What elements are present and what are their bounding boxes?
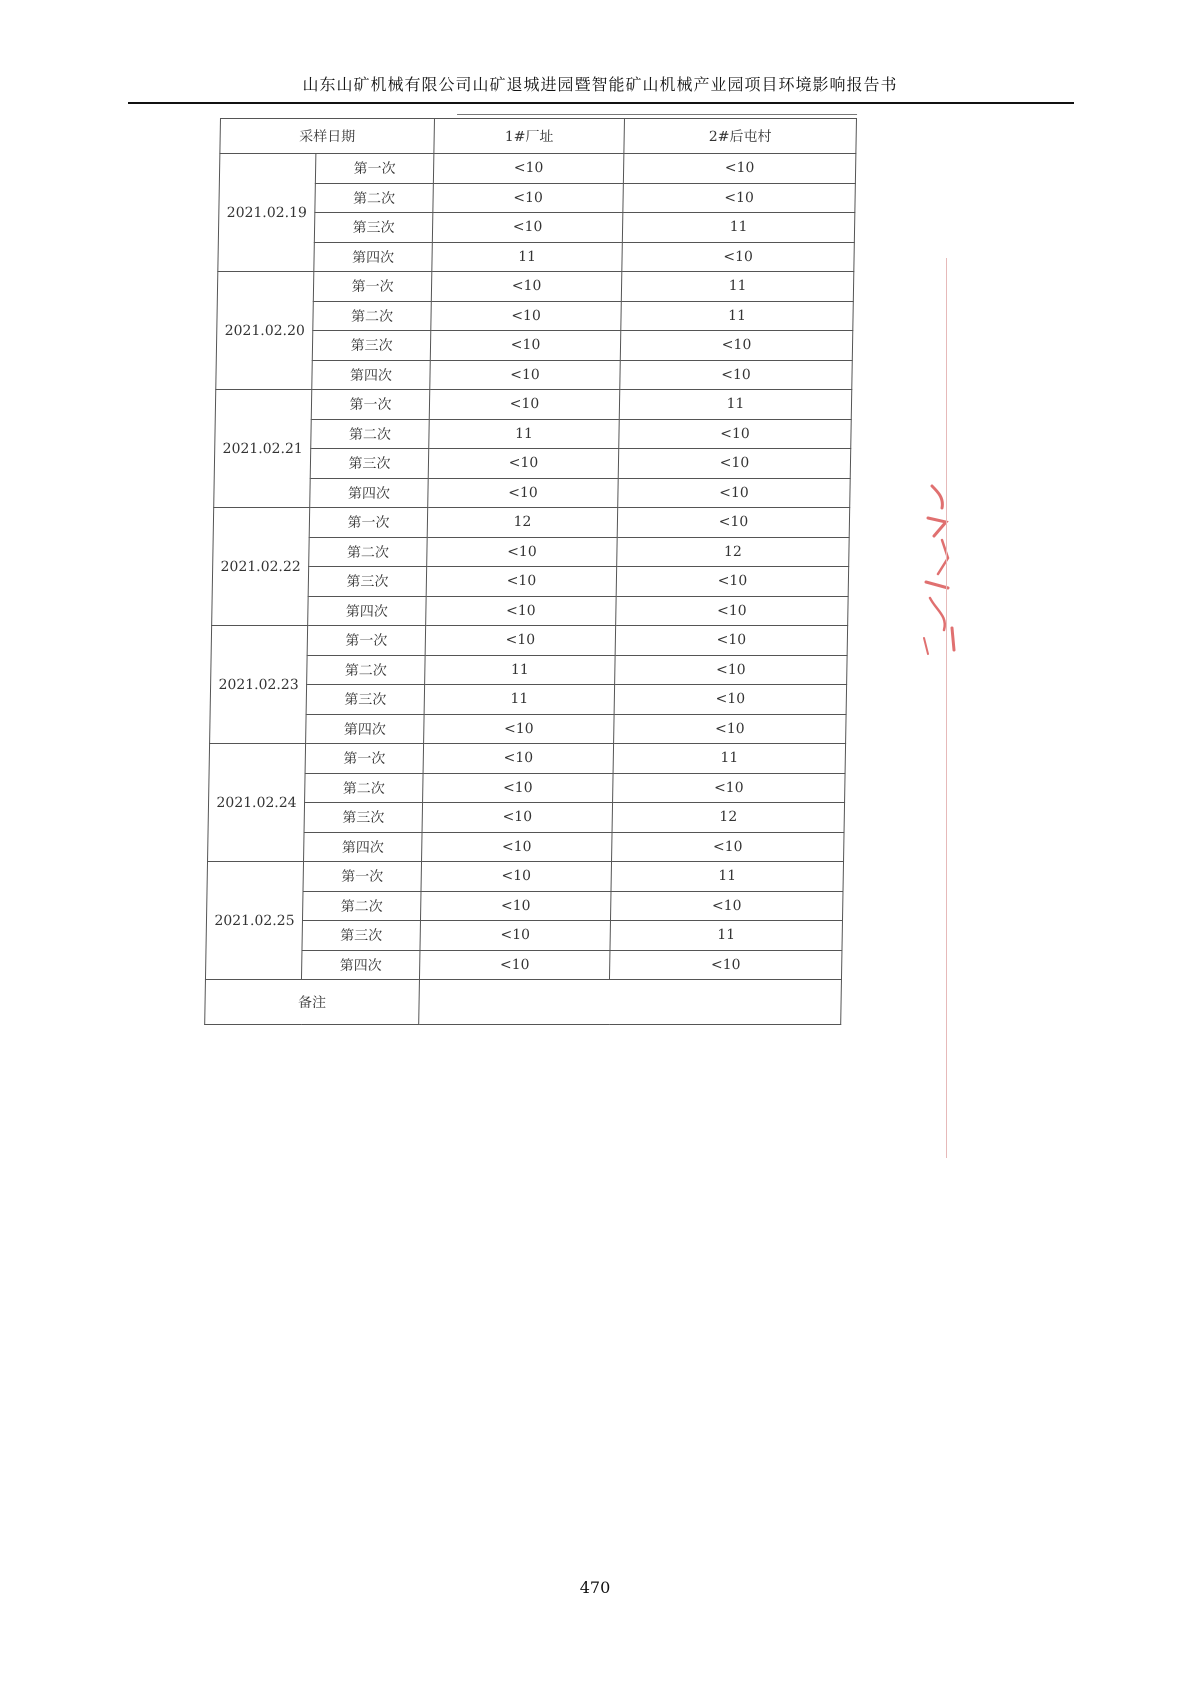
table-row xyxy=(215,390,852,420)
site1-value-cell: <10 xyxy=(433,183,624,213)
round-cell: 第二次 xyxy=(305,773,424,803)
site1-value-cell: <10 xyxy=(428,478,619,508)
site1-value-cell: <10 xyxy=(433,154,624,184)
site2-value-cell: <10 xyxy=(618,478,851,508)
site1-value-cell: <10 xyxy=(430,360,621,390)
scanned-table-image xyxy=(204,118,856,1025)
round-cell: 第四次 xyxy=(306,714,425,744)
note-row xyxy=(205,980,842,1025)
note-value-cell xyxy=(419,980,842,1025)
site2-value-cell: <10 xyxy=(616,596,849,626)
round-cell: 第四次 xyxy=(304,832,423,862)
round-cell: 第四次 xyxy=(310,478,429,508)
site2-value-cell: 12 xyxy=(617,537,850,567)
round-cell: 第三次 xyxy=(306,685,425,715)
round-cell: 第四次 xyxy=(301,950,420,980)
table-row xyxy=(210,714,847,744)
round-cell: 第一次 xyxy=(305,744,424,774)
round-cell: 第三次 xyxy=(304,803,423,833)
date-header-cell: 采样日期 xyxy=(220,119,435,154)
table-row xyxy=(206,921,843,951)
site2-value-cell: <10 xyxy=(620,331,853,361)
site2-value-cell: <10 xyxy=(614,685,847,715)
round-cell: 第四次 xyxy=(308,596,427,626)
site1-value-cell: <10 xyxy=(420,891,611,921)
site2-value-cell: <10 xyxy=(616,567,849,597)
site2-value-cell: <10 xyxy=(623,183,856,213)
site1-value-cell: <10 xyxy=(422,803,613,833)
site1-value-cell: <10 xyxy=(419,950,610,980)
table-row xyxy=(219,183,856,213)
table-row xyxy=(209,744,846,774)
round-cell: 第三次 xyxy=(310,449,429,479)
page-header-title: 山东山矿机械有限公司山矿退城进园暨智能矿山机械产业园项目环境影响报告书 xyxy=(302,75,898,94)
table-row xyxy=(218,213,855,243)
site2-value-cell: <10 xyxy=(610,891,843,921)
round-cell: 第二次 xyxy=(307,655,426,685)
round-cell: 第二次 xyxy=(313,301,432,331)
sampling-date-cell: 2021.02.25 xyxy=(205,862,303,980)
site2-value-cell: 11 xyxy=(613,744,846,774)
table-row xyxy=(217,272,854,302)
site2-value-cell: <10 xyxy=(619,419,852,449)
site2-value-cell: <10 xyxy=(612,832,845,862)
table-row xyxy=(205,950,842,980)
table-row xyxy=(213,537,850,567)
round-cell: 第一次 xyxy=(309,508,428,538)
round-cell: 第一次 xyxy=(315,154,434,184)
site1-header-cell: 1#厂址 xyxy=(434,119,625,154)
sampling-date-cell: 2021.02.19 xyxy=(218,154,316,272)
site2-header-cell: 2#后屯村 xyxy=(624,119,857,154)
site1-value-cell: <10 xyxy=(428,449,619,479)
seal-edge-line xyxy=(946,258,947,1158)
table-row xyxy=(215,419,852,449)
site1-value-cell: <10 xyxy=(431,272,622,302)
sampling-date-cell: 2021.02.22 xyxy=(212,508,310,626)
table-row xyxy=(216,360,853,390)
site2-value-cell: 11 xyxy=(621,301,854,331)
site1-value-cell: <10 xyxy=(425,626,616,656)
site2-value-cell: <10 xyxy=(617,508,850,538)
site2-value-cell: <10 xyxy=(615,655,848,685)
site1-value-cell: <10 xyxy=(427,537,618,567)
site1-value-cell: <10 xyxy=(432,213,623,243)
page-number: 470 xyxy=(579,1578,611,1597)
site1-value-cell: 11 xyxy=(432,242,623,272)
site2-value-cell: 11 xyxy=(610,921,843,951)
table-row xyxy=(213,508,850,538)
round-cell: 第一次 xyxy=(303,862,422,892)
site2-value-cell: <10 xyxy=(620,360,853,390)
round-cell: 第三次 xyxy=(302,921,421,951)
site2-value-cell: <10 xyxy=(614,714,847,744)
table-header-row xyxy=(220,119,857,154)
site1-value-cell: <10 xyxy=(422,832,613,862)
site2-value-cell: <10 xyxy=(623,154,856,184)
table-row xyxy=(208,832,845,862)
round-cell: 第三次 xyxy=(312,331,431,361)
round-cell: 第一次 xyxy=(307,626,426,656)
round-cell: 第一次 xyxy=(313,272,432,302)
table-row xyxy=(211,626,848,656)
site1-value-cell: <10 xyxy=(430,331,621,361)
table-row xyxy=(218,242,855,272)
monitoring-results-table xyxy=(204,118,857,1025)
site1-value-cell: <10 xyxy=(429,390,620,420)
round-cell: 第一次 xyxy=(311,390,430,420)
site1-value-cell: 11 xyxy=(425,655,616,685)
table-row xyxy=(209,773,846,803)
site2-value-cell: <10 xyxy=(613,773,846,803)
site2-value-cell: <10 xyxy=(615,626,848,656)
site1-value-cell: 11 xyxy=(424,685,615,715)
table-row xyxy=(214,478,851,508)
site2-value-cell: 11 xyxy=(622,213,855,243)
site1-value-cell: <10 xyxy=(423,773,614,803)
table-row xyxy=(210,685,847,715)
site1-value-cell: <10 xyxy=(424,714,615,744)
site2-value-cell: <10 xyxy=(622,242,855,272)
red-seal-stamp-icon xyxy=(918,478,964,658)
site1-value-cell: <10 xyxy=(420,921,611,951)
table-row xyxy=(208,803,845,833)
round-cell: 第二次 xyxy=(302,891,421,921)
round-cell: 第三次 xyxy=(314,213,433,243)
site1-value-cell: <10 xyxy=(431,301,622,331)
table-row xyxy=(207,862,844,892)
table-row xyxy=(212,596,849,626)
sampling-date-cell: 2021.02.23 xyxy=(210,626,308,744)
round-cell: 第四次 xyxy=(312,360,431,390)
site1-value-cell: 12 xyxy=(427,508,618,538)
note-label-cell: 备注 xyxy=(205,980,420,1025)
round-cell: 第三次 xyxy=(308,567,427,597)
table-row xyxy=(206,891,843,921)
table-body xyxy=(205,119,857,1025)
site2-value-cell: <10 xyxy=(609,950,842,980)
table-row xyxy=(216,331,853,361)
table-row xyxy=(214,449,851,479)
table-row xyxy=(217,301,854,331)
header-divider xyxy=(128,102,1074,104)
site2-value-cell: 11 xyxy=(611,862,844,892)
site2-value-cell: <10 xyxy=(618,449,851,479)
sampling-date-cell: 2021.02.20 xyxy=(216,272,314,390)
site2-value-cell: 12 xyxy=(612,803,845,833)
table-row xyxy=(219,154,856,184)
site1-value-cell: <10 xyxy=(421,862,612,892)
table-row xyxy=(211,655,848,685)
round-cell: 第二次 xyxy=(311,419,430,449)
sampling-date-cell: 2021.02.24 xyxy=(208,744,306,862)
site1-value-cell: <10 xyxy=(426,567,617,597)
site1-value-cell: <10 xyxy=(426,596,617,626)
table-top-fragment-line xyxy=(457,114,857,115)
sampling-date-cell: 2021.02.21 xyxy=(214,390,312,508)
site2-value-cell: 11 xyxy=(621,272,854,302)
round-cell: 第四次 xyxy=(314,242,433,272)
round-cell: 第二次 xyxy=(315,183,434,213)
site2-value-cell: 11 xyxy=(619,390,852,420)
round-cell: 第二次 xyxy=(309,537,428,567)
site1-value-cell: 11 xyxy=(429,419,620,449)
site1-value-cell: <10 xyxy=(423,744,614,774)
table-row xyxy=(212,567,849,597)
